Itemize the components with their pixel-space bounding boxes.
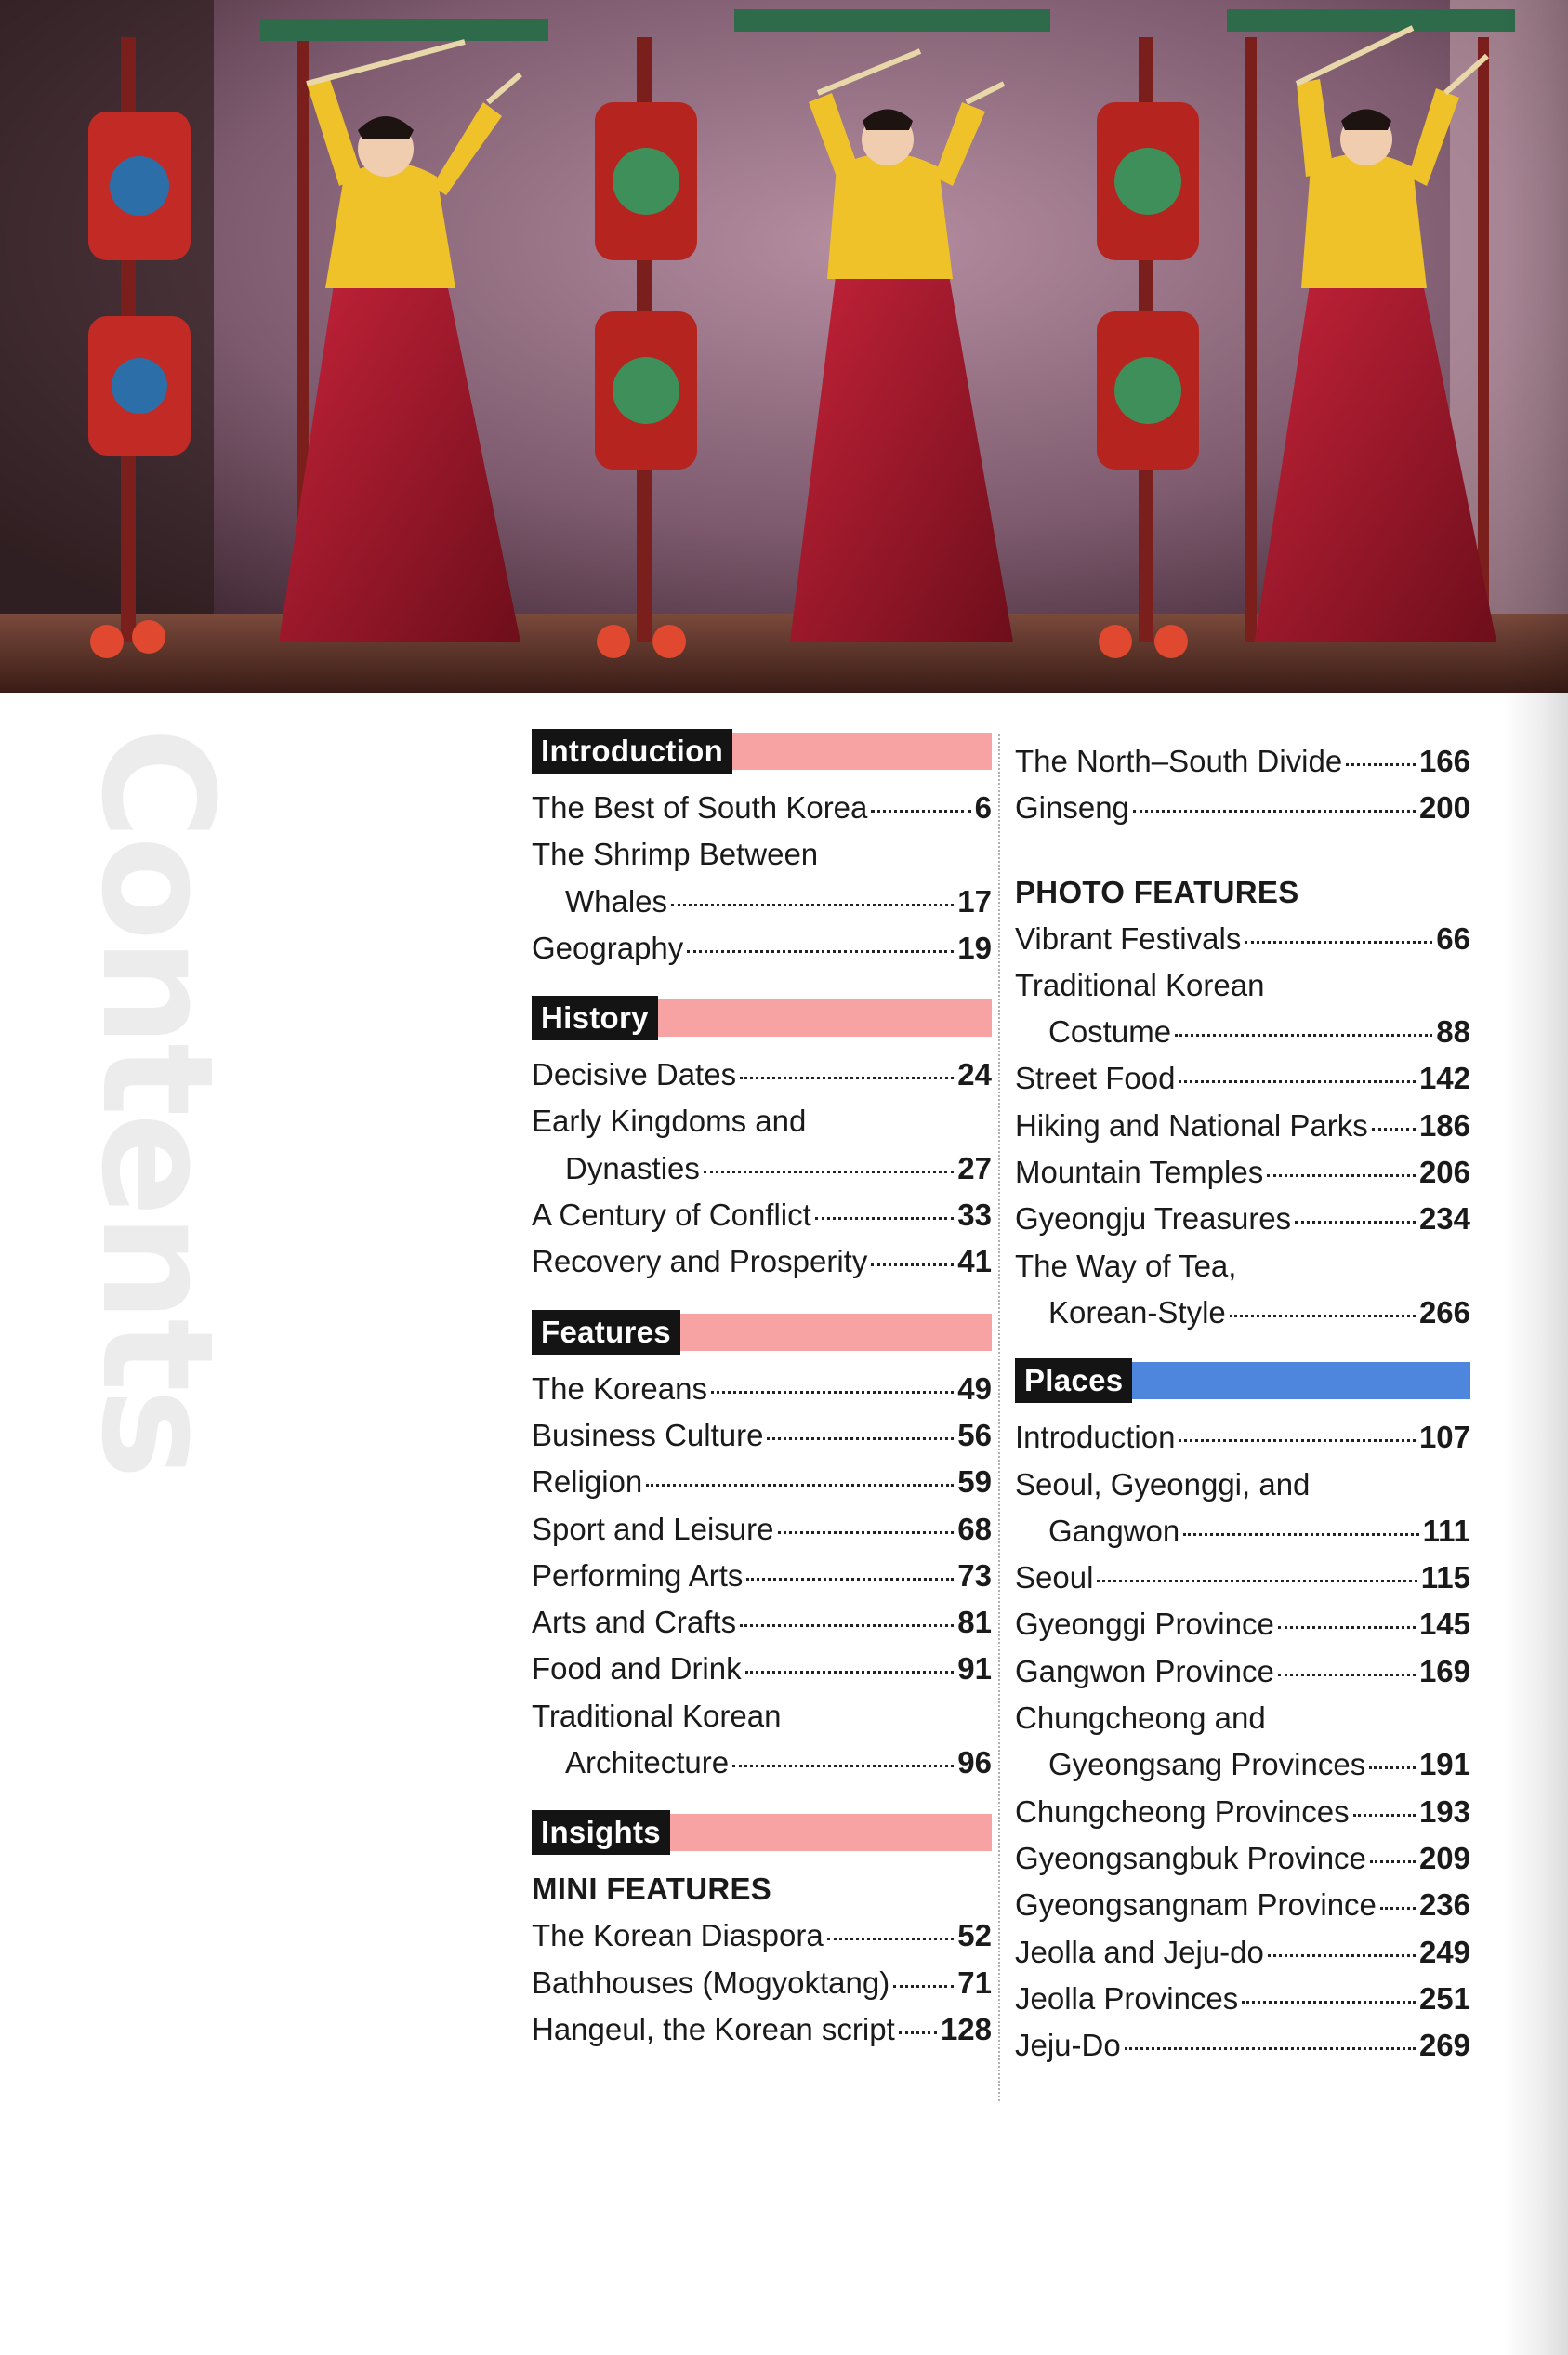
toc-entry-page: 6 — [974, 790, 992, 825]
toc-entry-page: 66 — [1436, 920, 1470, 956]
page-fold-shadow — [1503, 0, 1568, 2355]
toc-entry-title: Religion — [532, 1464, 643, 1500]
toc-entry[interactable] — [1015, 1196, 1470, 1242]
dot-leader — [740, 1077, 954, 1079]
toc-left-column — [532, 729, 992, 2053]
toc-entry[interactable] — [532, 785, 992, 831]
toc-entry-page: 169 — [1418, 1653, 1470, 1688]
toc-entry-title: A Century of Conflict — [532, 1197, 811, 1233]
toc-entry-title: Chungcheong Provinces — [1015, 1793, 1350, 1829]
toc-entry-title: Recovery and Prosperity — [532, 1244, 868, 1279]
toc-entry-page: 56 — [957, 1417, 992, 1452]
dot-leader — [1268, 1954, 1416, 1957]
dot-leader — [1278, 1626, 1416, 1629]
dot-leader — [671, 904, 954, 906]
dot-leader — [1353, 1814, 1416, 1817]
toc-entry-page: 88 — [1436, 1014, 1470, 1050]
toc-entry-title: Gyeongsangnam Province — [1015, 1887, 1377, 1923]
toc-entry-page: 107 — [1418, 1420, 1470, 1455]
dot-leader — [1245, 941, 1432, 944]
section-heading-bar — [732, 733, 992, 770]
toc-entry-page: 52 — [957, 1918, 992, 1953]
dot-leader — [1183, 1533, 1418, 1536]
toc-entry[interactable] — [1015, 1741, 1470, 1788]
toc-entry[interactable] — [1015, 1103, 1470, 1149]
toc-entry-title: Dynasties — [565, 1150, 700, 1185]
toc-entry-page: 166 — [1418, 744, 1470, 778]
spacer — [532, 972, 992, 996]
dot-leader — [740, 1624, 954, 1627]
toc-entry-title: Jeju-Do — [1015, 2028, 1121, 2063]
toc-entry[interactable] — [532, 2006, 992, 2053]
dot-leader — [1179, 1439, 1415, 1442]
dot-leader — [1125, 2047, 1416, 2050]
toc-entry-title: Mountain Temples — [1015, 1155, 1264, 1190]
toc-entry-title: Performing Arts — [532, 1557, 744, 1593]
section-heading-bar — [680, 1314, 992, 1351]
spacer — [1015, 1336, 1470, 1358]
toc-entry-page: 59 — [957, 1464, 992, 1500]
dot-leader — [1179, 1080, 1416, 1083]
dot-leader — [1230, 1315, 1416, 1317]
toc-entry-title: Gyeongsangbuk Province — [1015, 1840, 1366, 1875]
toc-entry-title: Decisive Dates — [532, 1057, 737, 1092]
section-heading — [532, 729, 992, 774]
toc-entry[interactable] — [532, 879, 992, 925]
toc-entry-title: Gangwon — [1048, 1513, 1180, 1548]
dot-leader — [1133, 810, 1416, 813]
dot-leader — [746, 1578, 954, 1581]
dot-leader — [1175, 1034, 1432, 1037]
dot-leader — [1267, 1174, 1416, 1177]
dot-leader — [815, 1217, 954, 1220]
toc-entry[interactable] — [532, 1459, 992, 1505]
toc-entry-title: The Koreans — [532, 1370, 707, 1406]
toc-entry-page: 209 — [1418, 1840, 1470, 1875]
toc-entry-title: Costume — [1048, 1014, 1172, 1050]
toc-entry-page: 186 — [1418, 1107, 1470, 1143]
toc-entry-title: Traditional Korean — [1015, 967, 1265, 1002]
toc-entry[interactable] — [1015, 1055, 1470, 1102]
dot-leader — [1346, 763, 1416, 766]
toc-entry-title: Bathhouses (Mogyoktang) — [532, 1965, 890, 2000]
section-heading-label: Introduction — [532, 729, 732, 774]
dot-leader — [1097, 1580, 1416, 1582]
toc-entry[interactable] — [1015, 1149, 1470, 1196]
section-heading — [532, 1310, 992, 1355]
toc-entry[interactable] — [1015, 738, 1470, 785]
toc-entry-page: 115 — [1420, 1560, 1470, 1595]
section-heading — [532, 1810, 992, 1855]
toc-entry-page: 41 — [957, 1244, 992, 1279]
toc-entry[interactable] — [532, 1693, 992, 1740]
cover-photo-dancers — [0, 0, 1568, 693]
dot-leader — [871, 1263, 954, 1266]
toc-entry[interactable] — [1015, 1290, 1470, 1336]
toc-entry-page: 206 — [1418, 1155, 1470, 1190]
subsection-heading: MINI FEATURES — [532, 1872, 772, 1907]
toc-entry[interactable] — [532, 1553, 992, 1599]
toc-entry-page: 49 — [957, 1370, 992, 1406]
toc-entry[interactable] — [532, 1506, 992, 1553]
section-heading-bar — [670, 1814, 992, 1851]
toc-entry[interactable] — [532, 1599, 992, 1646]
toc-entry[interactable] — [1015, 1601, 1470, 1647]
toc-entry-page: 17 — [957, 883, 992, 919]
dot-leader — [767, 1437, 954, 1440]
toc-entry-page: 33 — [957, 1197, 992, 1233]
toc-entry-title: Food and Drink — [532, 1651, 742, 1687]
section-heading-bar — [658, 999, 992, 1037]
toc-entry-title: Traditional Korean — [532, 1698, 782, 1733]
toc-entry[interactable] — [532, 1098, 992, 1144]
toc-entry[interactable] — [532, 1238, 992, 1285]
section-heading-bar — [1132, 1362, 1470, 1399]
toc-entry-page: 81 — [957, 1605, 992, 1640]
toc-entry-title: Jeolla and Jeju-do — [1015, 1934, 1264, 1969]
toc-entry-title: Early Kingdoms and — [532, 1104, 807, 1139]
toc-entry[interactable] — [1015, 2022, 1470, 2069]
toc-entry-title: Seoul — [1015, 1560, 1094, 1595]
toc-entry-title: Geography — [532, 930, 684, 965]
toc-entry-title: Seoul, Gyeonggi, and — [1015, 1466, 1311, 1502]
toc-entry-title: Gyeonggi Province — [1015, 1607, 1274, 1642]
toc-entry-page: 24 — [957, 1057, 992, 1092]
toc-entry-title: Gangwon Province — [1015, 1653, 1274, 1688]
toc-entry-page: 193 — [1418, 1793, 1470, 1829]
toc-entry-page: 145 — [1418, 1607, 1470, 1642]
toc-entry-title: Ginseng — [1015, 790, 1129, 826]
toc-entry-title: Introduction — [1015, 1420, 1176, 1455]
spacer — [532, 1286, 992, 1310]
dot-leader — [687, 950, 954, 953]
toc-entry[interactable] — [532, 1052, 992, 1098]
toc-entry[interactable] — [1015, 1835, 1470, 1882]
dot-leader — [1380, 1907, 1416, 1910]
toc-entry-page: 71 — [957, 1965, 992, 2000]
toc-entry-page: 234 — [1418, 1201, 1470, 1237]
section-heading — [532, 996, 992, 1040]
toc-entry-title: Hiking and National Parks — [1015, 1107, 1368, 1143]
toc-entry[interactable] — [1015, 962, 1470, 1009]
dot-leader — [1369, 1766, 1416, 1769]
dot-leader — [827, 1938, 955, 1940]
toc-entry-title: Hangeul, the Korean script — [532, 2011, 895, 2046]
toc-entry[interactable] — [1015, 785, 1470, 831]
toc-entry-page: 191 — [1418, 1747, 1470, 1782]
toc-entry[interactable] — [1015, 1555, 1470, 1601]
toc-entry-title: Arts and Crafts — [532, 1605, 737, 1640]
toc-entry-page: 251 — [1418, 1980, 1470, 2016]
toc-entry-title: The Best of South Korea — [532, 790, 868, 825]
toc-entry[interactable] — [532, 831, 992, 878]
spacer — [1015, 832, 1470, 869]
toc-entry[interactable] — [532, 1192, 992, 1238]
toc-entry[interactable] — [1015, 1648, 1470, 1695]
toc-entry[interactable] — [1015, 1414, 1470, 1461]
toc-entry[interactable] — [532, 1145, 992, 1192]
toc-entry[interactable] — [532, 925, 992, 972]
toc-entry[interactable] — [1015, 1976, 1470, 2022]
toc-entry-title: Business Culture — [532, 1417, 764, 1452]
toc-entry[interactable] — [1015, 916, 1470, 962]
toc-entry[interactable] — [1015, 1882, 1470, 1928]
toc-entry-title: Jeolla Provinces — [1015, 1980, 1239, 2016]
toc-entry[interactable] — [532, 1646, 992, 1692]
toc-entry-title: The Shrimp Between — [532, 837, 819, 872]
toc-entry[interactable] — [532, 1740, 992, 1786]
toc-entry-title: Chungcheong and — [1015, 1700, 1266, 1736]
toc-entry[interactable] — [532, 1960, 992, 2006]
dot-leader — [1370, 1860, 1416, 1863]
toc-entry-title: Gyeongsang Provinces — [1048, 1747, 1366, 1782]
toc-entry[interactable] — [532, 1412, 992, 1459]
spacer — [532, 1786, 992, 1810]
dot-leader — [732, 1765, 954, 1767]
toc-entry-page: 73 — [957, 1557, 992, 1593]
toc-entry[interactable] — [1015, 1009, 1470, 1055]
toc-right-column — [1015, 738, 1470, 2069]
toc-entry[interactable] — [1015, 1929, 1470, 1976]
dot-leader — [646, 1484, 954, 1487]
toc-entry-page: 249 — [1418, 1934, 1470, 1969]
toc-entry[interactable] — [1015, 1462, 1470, 1508]
toc-entry-page: 111 — [1422, 1513, 1470, 1548]
column-divider — [998, 734, 1000, 2101]
dot-leader — [1372, 1128, 1416, 1131]
toc-entry-page: 19 — [957, 930, 992, 965]
toc-entry-title: Gyeongju Treasures — [1015, 1201, 1292, 1237]
section-heading-label: History — [532, 996, 658, 1040]
section-heading-label: Features — [532, 1310, 680, 1355]
toc-entry-title: Sport and Leisure — [532, 1511, 774, 1546]
dot-leader — [778, 1531, 955, 1534]
dot-leader — [1278, 1674, 1416, 1676]
toc-entry-title: The Way of Tea, — [1015, 1248, 1237, 1283]
toc-entry[interactable] — [1015, 1508, 1470, 1555]
toc-entry-page: 96 — [957, 1745, 992, 1780]
toc-entry-title: Street Food — [1015, 1061, 1176, 1096]
dot-leader — [899, 2031, 937, 2034]
dot-leader — [893, 1985, 954, 1988]
toc-entry-title: The Korean Diaspora — [532, 1918, 824, 1953]
toc-entry[interactable] — [532, 1912, 992, 1959]
dot-leader — [1242, 2001, 1416, 2004]
toc-entry[interactable] — [1015, 1243, 1470, 1290]
toc-entry-title: The North–South Divide — [1015, 744, 1343, 778]
toc-entry-title: Korean-Style — [1048, 1294, 1226, 1330]
section-heading-label: Places — [1015, 1358, 1132, 1403]
toc-entry-title: Vibrant Festivals — [1015, 920, 1242, 956]
toc-entry-page: 68 — [957, 1511, 992, 1546]
toc-entry[interactable] — [1015, 1695, 1470, 1741]
dot-leader — [745, 1671, 955, 1674]
dot-leader — [871, 810, 970, 813]
toc-entry-page: 128 — [940, 2011, 992, 2046]
toc-entry-page: 27 — [957, 1150, 992, 1185]
toc-entry-page: 200 — [1418, 790, 1470, 826]
section-heading — [1015, 1358, 1470, 1403]
toc-entry-title: Whales — [565, 883, 668, 919]
subsection-heading: PHOTO FEATURES — [1015, 874, 1299, 909]
toc-entry-page: 269 — [1418, 2028, 1470, 2063]
toc-entry-page: 236 — [1418, 1887, 1470, 1923]
page-title-text: Contents — [68, 727, 246, 1476]
section-heading-label: Insights — [532, 1810, 670, 1855]
dot-leader — [1295, 1221, 1416, 1224]
toc-entry[interactable] — [532, 1366, 992, 1412]
dot-leader — [711, 1391, 954, 1394]
toc-entry-page: 266 — [1418, 1294, 1470, 1330]
dot-leader — [704, 1171, 954, 1173]
toc-entry-page: 91 — [957, 1651, 992, 1687]
toc-entry-page: 142 — [1418, 1061, 1470, 1096]
toc-entry-title: Architecture — [565, 1745, 730, 1780]
toc-entry[interactable] — [1015, 1789, 1470, 1835]
